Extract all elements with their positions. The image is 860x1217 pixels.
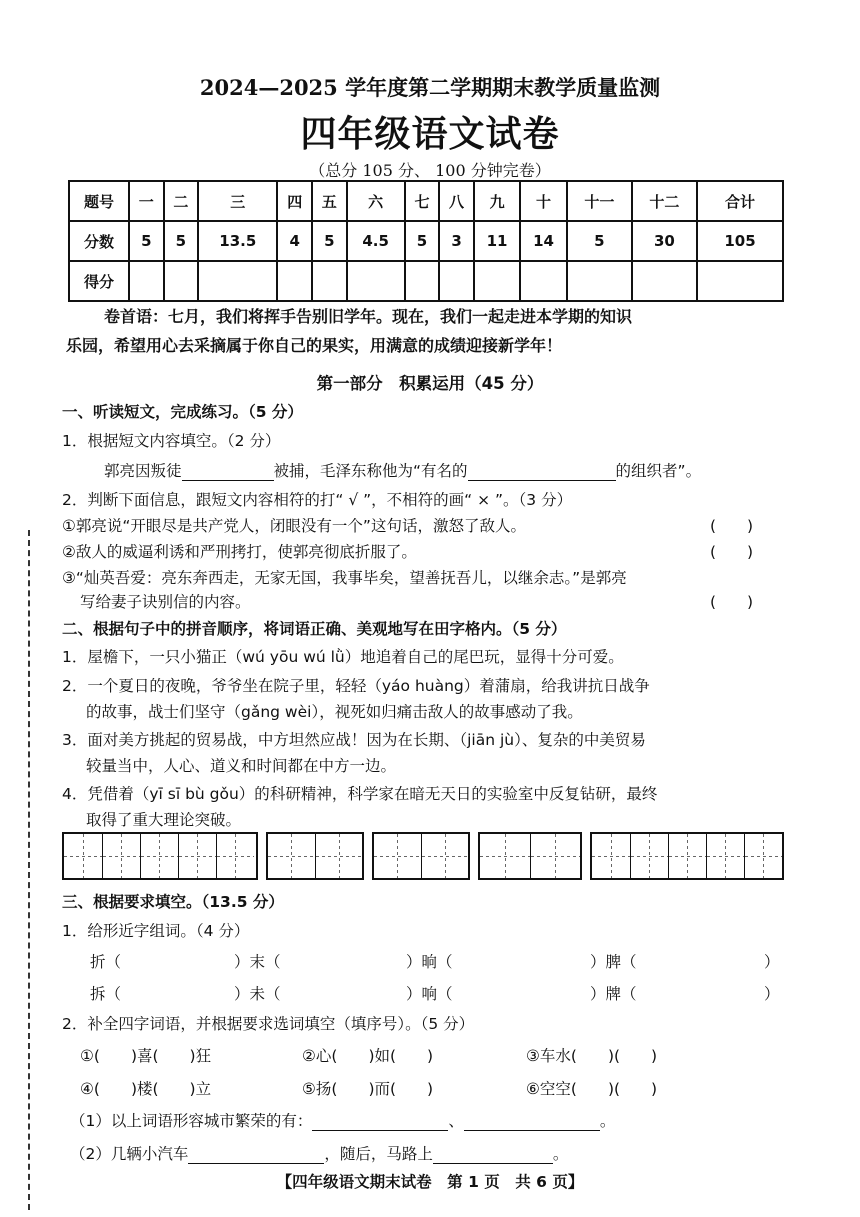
tianzige-cell[interactable] — [315, 834, 362, 878]
table-cell: 分数 — [69, 221, 129, 261]
q1-s1-heading: 1．根据短文内容填空。（2 分） — [62, 432, 281, 450]
score-input-cell[interactable] — [164, 261, 199, 301]
tianzige-cell[interactable] — [64, 834, 102, 878]
tianzige-cell[interactable] — [374, 834, 421, 878]
q3-heading: 三、根据要求填空。（13.5 分） — [62, 893, 284, 911]
tianzige-group-5[interactable] — [590, 832, 784, 880]
table-cell: 105 — [697, 221, 783, 261]
table-cell: 4.5 — [347, 221, 405, 261]
answer-paren[interactable]: ( ) — [710, 543, 754, 561]
exam-title-line1: 2024—2025 学年度第二学期期末教学质量监测 — [199, 75, 661, 100]
q3-row2-item: ）未（ — [234, 985, 281, 1003]
table-cell: 5 — [164, 221, 199, 261]
tianzige-cell[interactable] — [268, 834, 315, 878]
score-input-cell[interactable] — [697, 261, 783, 301]
q1-item3-line1: ③“灿英吾爱：亮东奔西走，无家无国，我事毕矣，望善抚吾儿，以继余志。”是郭亮 — [62, 569, 627, 587]
answer-paren[interactable]: ( ) — [710, 517, 754, 535]
score-table — [68, 180, 784, 302]
idiom-item: ③车水( )( ) — [526, 1047, 658, 1065]
table-cell: 14 — [520, 221, 566, 261]
tianzige-group-2[interactable] — [266, 832, 364, 880]
tianzige-group-4[interactable] — [478, 832, 582, 880]
q1-item3-line2: 写给妻子诀别信的内容。 — [80, 593, 251, 611]
q2-s2-line1: 2．一个夏日的夜晚，爷爷坐在院子里，轻轻（yáo huàng）着蒲扇，给我讲抗日战争 — [62, 677, 650, 695]
q3-s1-heading: 1．给形近字组词。（4 分） — [62, 922, 250, 940]
tianzige-group-3[interactable] — [372, 832, 470, 880]
table-cell: 二 — [164, 181, 199, 221]
q1-item2: ②敌人的威逼利诱和严刑拷打，使郭亮彻底折服了。 — [62, 543, 417, 561]
score-input-cell[interactable] — [129, 261, 164, 301]
text-segment: 。 — [599, 1112, 616, 1130]
text-segment: 。 — [552, 1145, 569, 1163]
answer-blank[interactable] — [188, 1145, 324, 1164]
q2-s4-line2: 取得了重大理论突破。 — [86, 811, 242, 829]
table-cell: 五 — [312, 181, 347, 221]
q3-row2-item: 拆（ — [90, 985, 122, 1003]
q3-row1-item: ）末（ — [234, 953, 281, 971]
text-segment: ，随后，马路上 — [324, 1145, 433, 1163]
table-cell: 3 — [439, 221, 474, 261]
q2-s1: 1．屋檐下，一只小猫正（wú yōu wú lǜ）地追着自己的尾巴玩，显得十分可爱。 — [62, 648, 624, 666]
table-cell: 5 — [405, 221, 440, 261]
page-footer: 【四年级语文期末试卷 第 1 页 共 6 页】 — [276, 1173, 584, 1191]
table-cell: 一 — [129, 181, 164, 221]
score-table-header-row — [69, 181, 783, 221]
tianzige-cell[interactable] — [140, 834, 178, 878]
q2-s3-line1: 3．面对美方挑起的贸易战，中方坦然应战！因为在长期、（jiān jù）、复杂的中美贸易 — [62, 731, 646, 749]
score-input-cell[interactable] — [277, 261, 312, 301]
table-cell: 13.5 — [198, 221, 277, 261]
table-cell: 七 — [405, 181, 440, 221]
text-segment: （2）几辆小汽车 — [70, 1145, 189, 1163]
table-cell: 六 — [347, 181, 405, 221]
idiom-item: ②心( )如( ) — [302, 1047, 434, 1065]
score-input-cell[interactable] — [198, 261, 277, 301]
binding-dashed-line — [28, 530, 30, 1210]
answer-blank[interactable] — [182, 462, 274, 481]
table-cell: 题号 — [69, 181, 129, 221]
table-cell: 九 — [474, 181, 520, 221]
q3-row1-item: ） — [764, 953, 780, 971]
score-table-earned-row — [69, 261, 783, 301]
tianzige-cell[interactable] — [421, 834, 468, 878]
q3-row2-item: ） — [764, 985, 780, 1003]
preface-line1: 卷首语：七月，我们将挥手告别旧学年。现在，我们一起走进本学期的知识 — [104, 307, 633, 326]
score-input-cell[interactable] — [347, 261, 405, 301]
idiom-item: ①( )喜( )狂 — [80, 1047, 212, 1065]
preface-line2: 乐园，希望用心去采摘属于你自己的果实，用满意的成绩迎接新学年！ — [66, 336, 563, 355]
part1-heading: 第一部分 积累运用（45 分） — [316, 374, 544, 393]
answer-blank[interactable] — [312, 1112, 448, 1131]
table-cell: 十 — [520, 181, 566, 221]
table-cell: 5 — [129, 221, 164, 261]
tianzige-cell[interactable] — [630, 834, 668, 878]
score-input-cell[interactable] — [312, 261, 347, 301]
table-cell: 八 — [439, 181, 474, 221]
q2-s4-line1: 4．凭借着（yī sī bù gǒu）的科研精神，科学家在暗无天日的实验室中反复钻研，最终 — [62, 785, 658, 803]
exam-title: 四年级语文试卷 — [300, 113, 560, 155]
q3-row1-item: 折（ — [90, 953, 122, 971]
q3-fill2-line — [70, 1142, 568, 1164]
table-cell: 5 — [312, 221, 347, 261]
exam-subtitle: （总分 105 分、 100 分钟完卷） — [309, 161, 551, 180]
idiom-item: ⑤扬( )而( ) — [302, 1080, 434, 1098]
idiom-item: ④( )楼( )立 — [80, 1080, 212, 1098]
score-input-cell[interactable] — [567, 261, 632, 301]
q3-row2-item: ）牌（ — [590, 985, 637, 1003]
table-cell: 四 — [277, 181, 312, 221]
q1-s2-heading: 2．判断下面信息，跟短文内容相符的打“ √ ”，不相符的画“ × ”。（3 分） — [62, 491, 573, 509]
score-input-cell[interactable] — [632, 261, 697, 301]
table-cell: 4 — [277, 221, 312, 261]
tianzige-cell[interactable] — [480, 834, 530, 878]
tianzige-cell[interactable] — [102, 834, 140, 878]
q1-item1: ①郭亮说“开眼尽是共产党人，闭眼没有一个”这句话，激怒了敌人。 — [62, 517, 526, 535]
q1-s1-line — [104, 459, 701, 481]
answer-blank[interactable] — [433, 1145, 553, 1164]
q3-s2-heading: 2．补全四字词语，并根据要求选词填空（填序号）。（5 分） — [62, 1015, 475, 1033]
text-segment: （1）以上词语形容城市繁荣的有： — [70, 1112, 313, 1130]
tianzige-cell[interactable] — [668, 834, 706, 878]
table-cell: 30 — [632, 221, 697, 261]
answer-paren[interactable]: ( ) — [710, 593, 754, 611]
score-input-cell[interactable] — [439, 261, 474, 301]
tianzige-group-1[interactable] — [62, 832, 258, 880]
q3-row1-item: ）晌（ — [406, 953, 453, 971]
text-segment: 的组织者”。 — [615, 462, 702, 480]
score-input-cell[interactable] — [405, 261, 440, 301]
q3-fill1-line — [70, 1109, 615, 1131]
text-segment: 被捕，毛泽东称他为“有名的 — [273, 462, 468, 480]
table-cell: 十二 — [632, 181, 697, 221]
text-segment: 、 — [448, 1112, 464, 1130]
answer-blank[interactable] — [464, 1112, 600, 1131]
tianzige-cell[interactable] — [216, 834, 254, 878]
idiom-item: ⑥空空( )( ) — [526, 1080, 658, 1098]
q1-heading: 一、听读短文，完成练习。（5 分） — [62, 403, 303, 421]
tianzige-cell[interactable] — [530, 834, 580, 878]
tianzige-cell[interactable] — [592, 834, 630, 878]
score-input-cell[interactable] — [474, 261, 520, 301]
table-cell: 十一 — [567, 181, 632, 221]
table-cell: 三 — [198, 181, 277, 221]
table-cell: 11 — [474, 221, 520, 261]
tianzige-cell[interactable] — [178, 834, 216, 878]
answer-blank[interactable] — [468, 462, 616, 481]
text-segment: 郭亮因叛徒 — [104, 462, 182, 480]
q2-s3-line2: 较量当中，人心、道义和时间都在中方一边。 — [86, 757, 397, 775]
table-cell: 5 — [567, 221, 632, 261]
q3-row1-item: ）脾（ — [590, 953, 637, 971]
tianzige-cell[interactable] — [706, 834, 744, 878]
tianzige-cell[interactable] — [744, 834, 782, 878]
score-table-points-row — [69, 221, 783, 261]
q2-s2-line2: 的故事，战士们坚守（gǎng wèi），视死如归痛击敌人的故事感动了我。 — [86, 703, 583, 721]
q3-row2-item: ）响（ — [406, 985, 453, 1003]
score-input-cell[interactable] — [520, 261, 566, 301]
table-cell: 合计 — [697, 181, 783, 221]
q2-heading: 二、根据句子中的拼音顺序，将词语正确、美观地写在田字格内。（5 分） — [62, 620, 567, 638]
table-cell: 得分 — [69, 261, 129, 301]
